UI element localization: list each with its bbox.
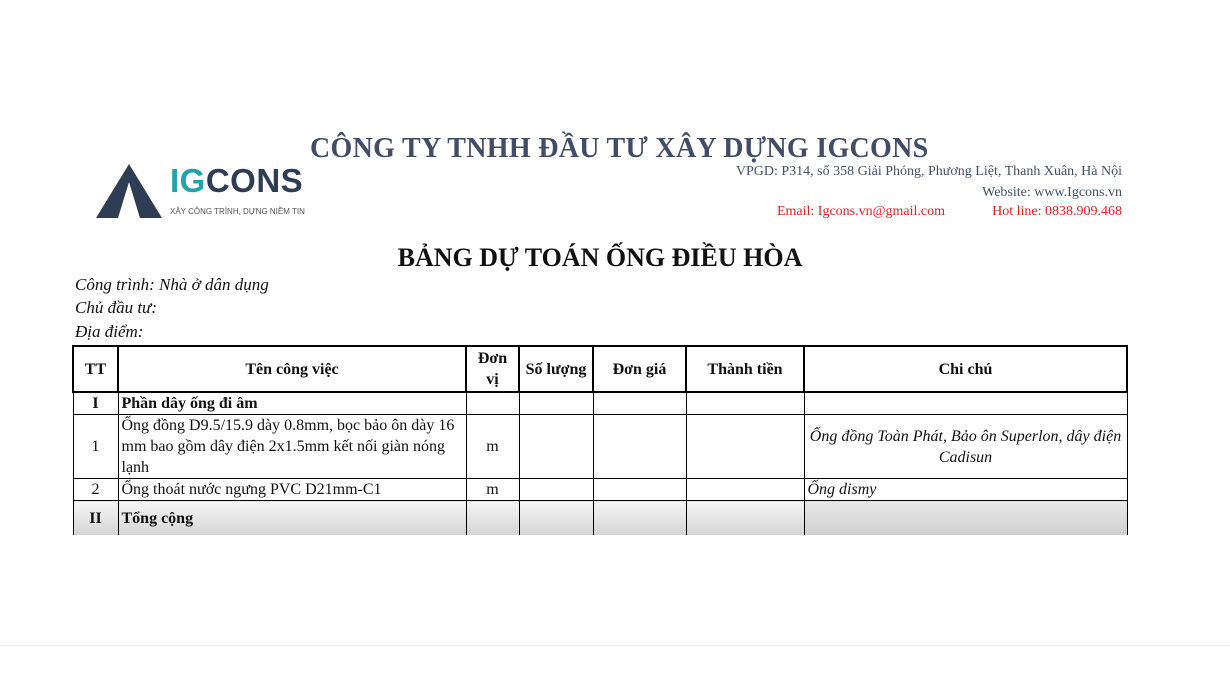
company-logo (96, 160, 316, 222)
website-text: Website: www.Igcons.vn (982, 185, 1122, 200)
cell-unit: m (466, 479, 519, 501)
cell-unit (466, 501, 519, 536)
table-row (73, 415, 1127, 479)
location-line: Địa điểm: (75, 322, 144, 341)
cell-price (593, 415, 686, 479)
investor-line: Chủ đầu tư: (75, 298, 157, 317)
page-divider (0, 645, 1230, 646)
header-quantity: Số lượng (519, 346, 593, 392)
header-amount: Thành tiền (686, 346, 804, 392)
cell-tt: II (73, 501, 118, 536)
document-title: BẢNG DỰ TOÁN ỐNG ĐIỀU HÒA (397, 243, 803, 272)
logo-wordmark: IGCONS (170, 162, 304, 199)
cell-quantity (519, 392, 593, 415)
table-row (73, 479, 1127, 501)
cell-name: Tổng cộng (118, 501, 466, 536)
cell-amount (686, 392, 804, 415)
office-address: VPGD: P314, số 358 Giải Phóng, Phương Liệt, Thanh Xuân, Hà Nội (735, 164, 1122, 179)
cell-note (804, 392, 1127, 415)
cell-amount (686, 479, 804, 501)
company-name: CÔNG TY TNHH ĐẦU TƯ XÂY DỰNG IGCONS (310, 133, 929, 164)
cell-note: Ống dismy (804, 479, 1127, 501)
cell-name: Ống đồng D9.5/15.9 dày 0.8mm, bọc bảo ôn dày 16 mm bao gồm dây điện 2x1.5mm kết nối giàn nóng lạnh (118, 415, 466, 479)
cell-tt: 1 (73, 415, 118, 479)
cell-amount (686, 501, 804, 536)
cell-price (593, 501, 686, 536)
cell-amount (686, 415, 804, 479)
triangle-logo-icon (96, 164, 162, 218)
header-price: Đơn giá (593, 346, 686, 392)
section-row (73, 392, 1127, 415)
header-name: Tên công việc (118, 346, 466, 392)
cell-price (593, 392, 686, 415)
cell-note: Ống đồng Toàn Phát, Bảo ôn Superlon, dây điện Cadisun (804, 415, 1127, 479)
hotline-text: Hot line: 0838.909.468 (992, 204, 1122, 219)
cell-name: Phần dây ống đi âm (118, 392, 466, 415)
estimate-table (72, 345, 1128, 535)
cell-tt: 2 (73, 479, 118, 501)
cell-name: Ống thoát nước ngưng PVC D21mm-C1 (118, 479, 466, 501)
cell-price (593, 479, 686, 501)
total-row (73, 501, 1127, 536)
table-header-row (73, 346, 1127, 392)
cell-unit: m (466, 415, 519, 479)
cell-unit (466, 392, 519, 415)
email-text: Email: Igcons.vn@gmail.com (776, 204, 945, 219)
header-note: Chi chú (804, 346, 1127, 392)
project-line: Công trình: Nhà ở dân dụng (75, 275, 269, 294)
cell-note (804, 501, 1127, 536)
header-tt: TT (73, 346, 118, 392)
cell-quantity (519, 415, 593, 479)
cell-quantity (519, 479, 593, 501)
logo-tagline: XÂY CÔNG TRÌNH, DỰNG NIỀM TIN (170, 207, 305, 216)
header-unit: Đơn vị (466, 346, 519, 392)
cell-quantity (519, 501, 593, 536)
cell-tt: I (73, 392, 118, 415)
